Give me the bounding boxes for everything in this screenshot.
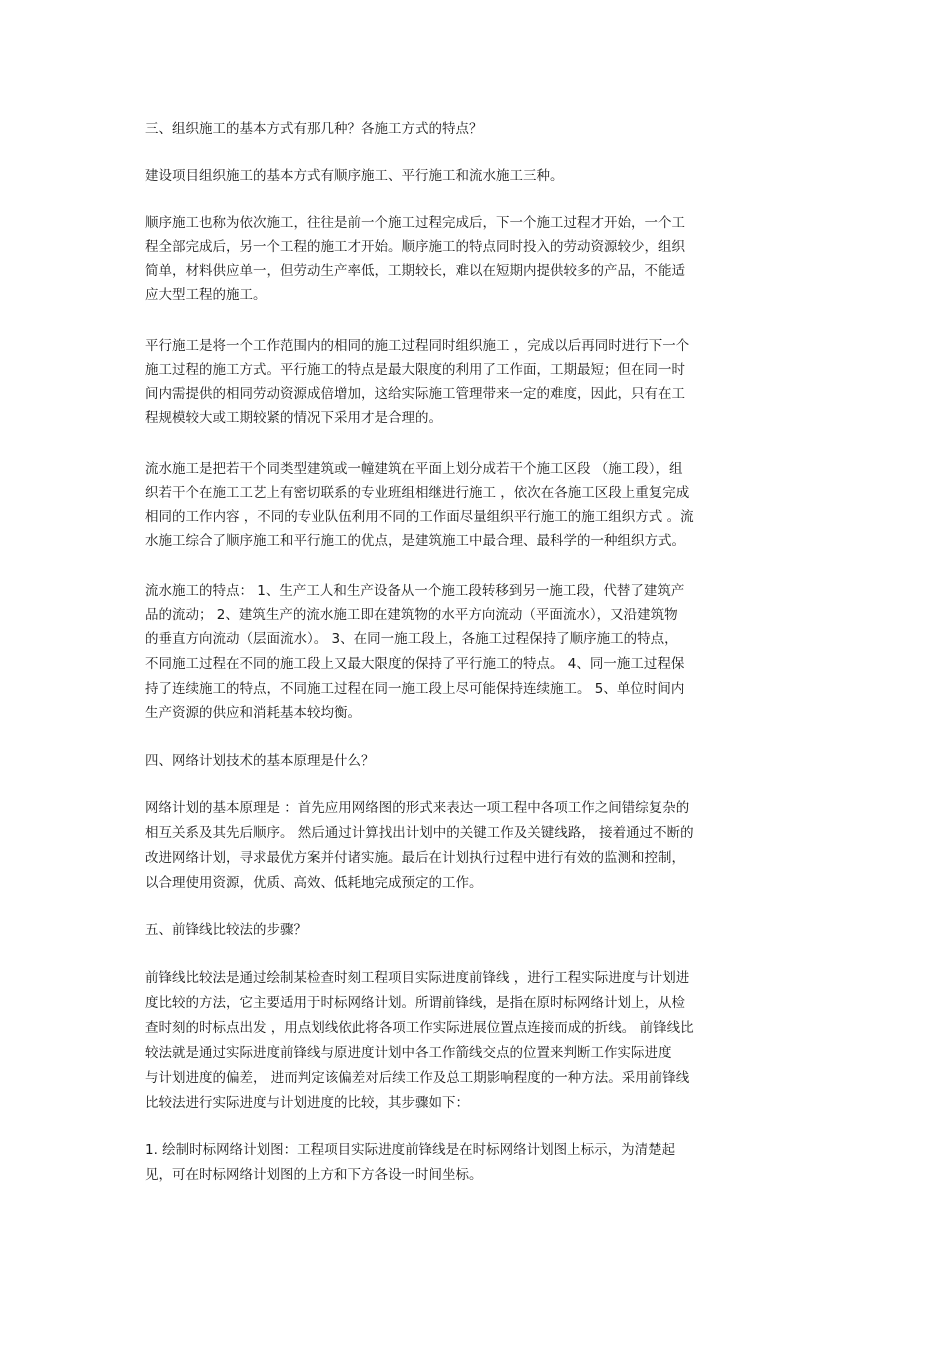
paragraph-line: 相互关系及其先后顺序。 然后通过计算找出计划中的关键工作及关键线路， 接着通过不断的: [145, 825, 694, 841]
paragraph-line: 不同施工过程在不同的施工段上又最大限度的保持了平行施工的特点。 4、同一施工过程保: [145, 656, 685, 672]
paragraph-line: 前锋线比较法是通过绘制某检查时刻工程项目实际进度前锋线 ，进行工程实际进度与计划进: [145, 970, 690, 986]
paragraph-line: 改进网络计划，寻求最优方案并付诸实施。最后在计划执行过程中进行有效的监测和控制，: [145, 850, 685, 866]
paragraph-line: 见，可在时标网络计划图的上方和下方各设一时间坐标。: [145, 1167, 483, 1183]
paragraph-line: 程全部完成后，另一个工程的施工才开始。顺序施工的特点同时投入的劳动资源较少，组织: [145, 239, 685, 255]
paragraph-line: 相同的工作内容 ，不同的专业队伍利用不同的工作面尽量组织平行施工的施工组织方式 。流: [145, 509, 694, 525]
paragraph-line: 查时刻的时标点出发 ，用点划线依此将各项工作实际进展位置点连接而成的折线。 前锋线比: [145, 1020, 694, 1036]
paragraph-line: 流水施工的特点： 1、生产工人和生产设备从一个施工段转移到另一施工段，代替了建筑产: [145, 583, 685, 599]
paragraph-line: 织若干个在施工工艺上有密切联系的专业班组相继进行施工 ，依次在各施工区段上重复完成: [145, 485, 690, 501]
paragraph-line: 间内需提供的相同劳动资源成倍增加，这给实际施工管理带来一定的难度，因此，只有在工: [145, 386, 685, 402]
heading-q5: 五、前锋线比较法的步骤？: [145, 922, 307, 938]
paragraph-line: 施工过程的施工方式。平行施工的特点是最大限度的利用了工作面，工期最短；但在同一时: [145, 362, 685, 378]
heading-q3: 三、组织施工的基本方式有那几种？各施工方式的特点？: [145, 121, 483, 137]
paragraph-line: 较法就是通过实际进度前锋线与原进度计划中各工作箭线交点的位置来判断工作实际进度: [145, 1045, 672, 1061]
paragraph-line: 以合理使用资源，优质、高效、低耗地完成预定的工作。: [145, 875, 483, 891]
paragraph-line: 生产资源的供应和消耗基本较均衡。: [145, 705, 361, 721]
paragraph-line: 品的流动； 2、建筑生产的流水施工即在建筑物的水平方向流动（平面流水），又沿建筑物: [145, 607, 678, 623]
paragraph-line: 简单，材料供应单一，但劳动生产率低，工期较长，难以在短期内提供较多的产品，不能适: [145, 263, 685, 279]
paragraph-line: 程规模较大或工期较紧的情况下采用才是合理的。: [145, 410, 442, 426]
heading-q4: 四、网络计划技术的基本原理是什么？: [145, 753, 375, 769]
paragraph-line: 流水施工是把若干个同类型建筑或一幢建筑在平面上划分成若干个施工区段 （施工段），组: [145, 461, 683, 477]
paragraph-line: 持了连续施工的特点，不同施工过程在同一施工段上尽可能保持连续施工。 5、单位时间内: [145, 681, 685, 697]
paragraph-line: 网络计划的基本原理是 ：首先应用网络图的形式来表达一项工程中各项工作之间错综复杂的: [145, 800, 690, 816]
paragraph-line: 1. 绘制时标网络计划图：工程项目实际进度前锋线是在时标网络计划图上标示，为清楚起: [145, 1142, 676, 1158]
paragraph-line: 应大型工程的施工。: [145, 287, 267, 303]
paragraph-line: 水施工综合了顺序施工和平行施工的优点，是建筑施工中最合理、最科学的一种组织方式。: [145, 533, 685, 549]
paragraph-line: 平行施工是将一个工作范围内的相同的施工过程同时组织施工 ，完成以后再同时进行下一个: [145, 338, 690, 354]
paragraph-line: 建设项目组织施工的基本方式有顺序施工、平行施工和流水施工三种。: [145, 168, 564, 184]
paragraph-line: 比较法进行实际进度与计划进度的比较，其步骤如下：: [145, 1095, 469, 1111]
paragraph-line: 顺序施工也称为依次施工，往往是前一个施工过程完成后，下一个施工过程才开始，一个工: [145, 215, 685, 231]
paragraph-line: 与计划进度的偏差， 进而判定该偏差对后续工作及总工期影响程度的一种方法。采用前锋线: [145, 1070, 690, 1086]
paragraph-line: 度比较的方法，它主要适用于时标网络计划。所谓前锋线，是指在原时标网络计划上，从检: [145, 995, 685, 1011]
paragraph-line: 的垂直方向流动（层面流水）。 3、在同一施工段上，各施工过程保持了顺序施工的特点，: [145, 631, 678, 647]
